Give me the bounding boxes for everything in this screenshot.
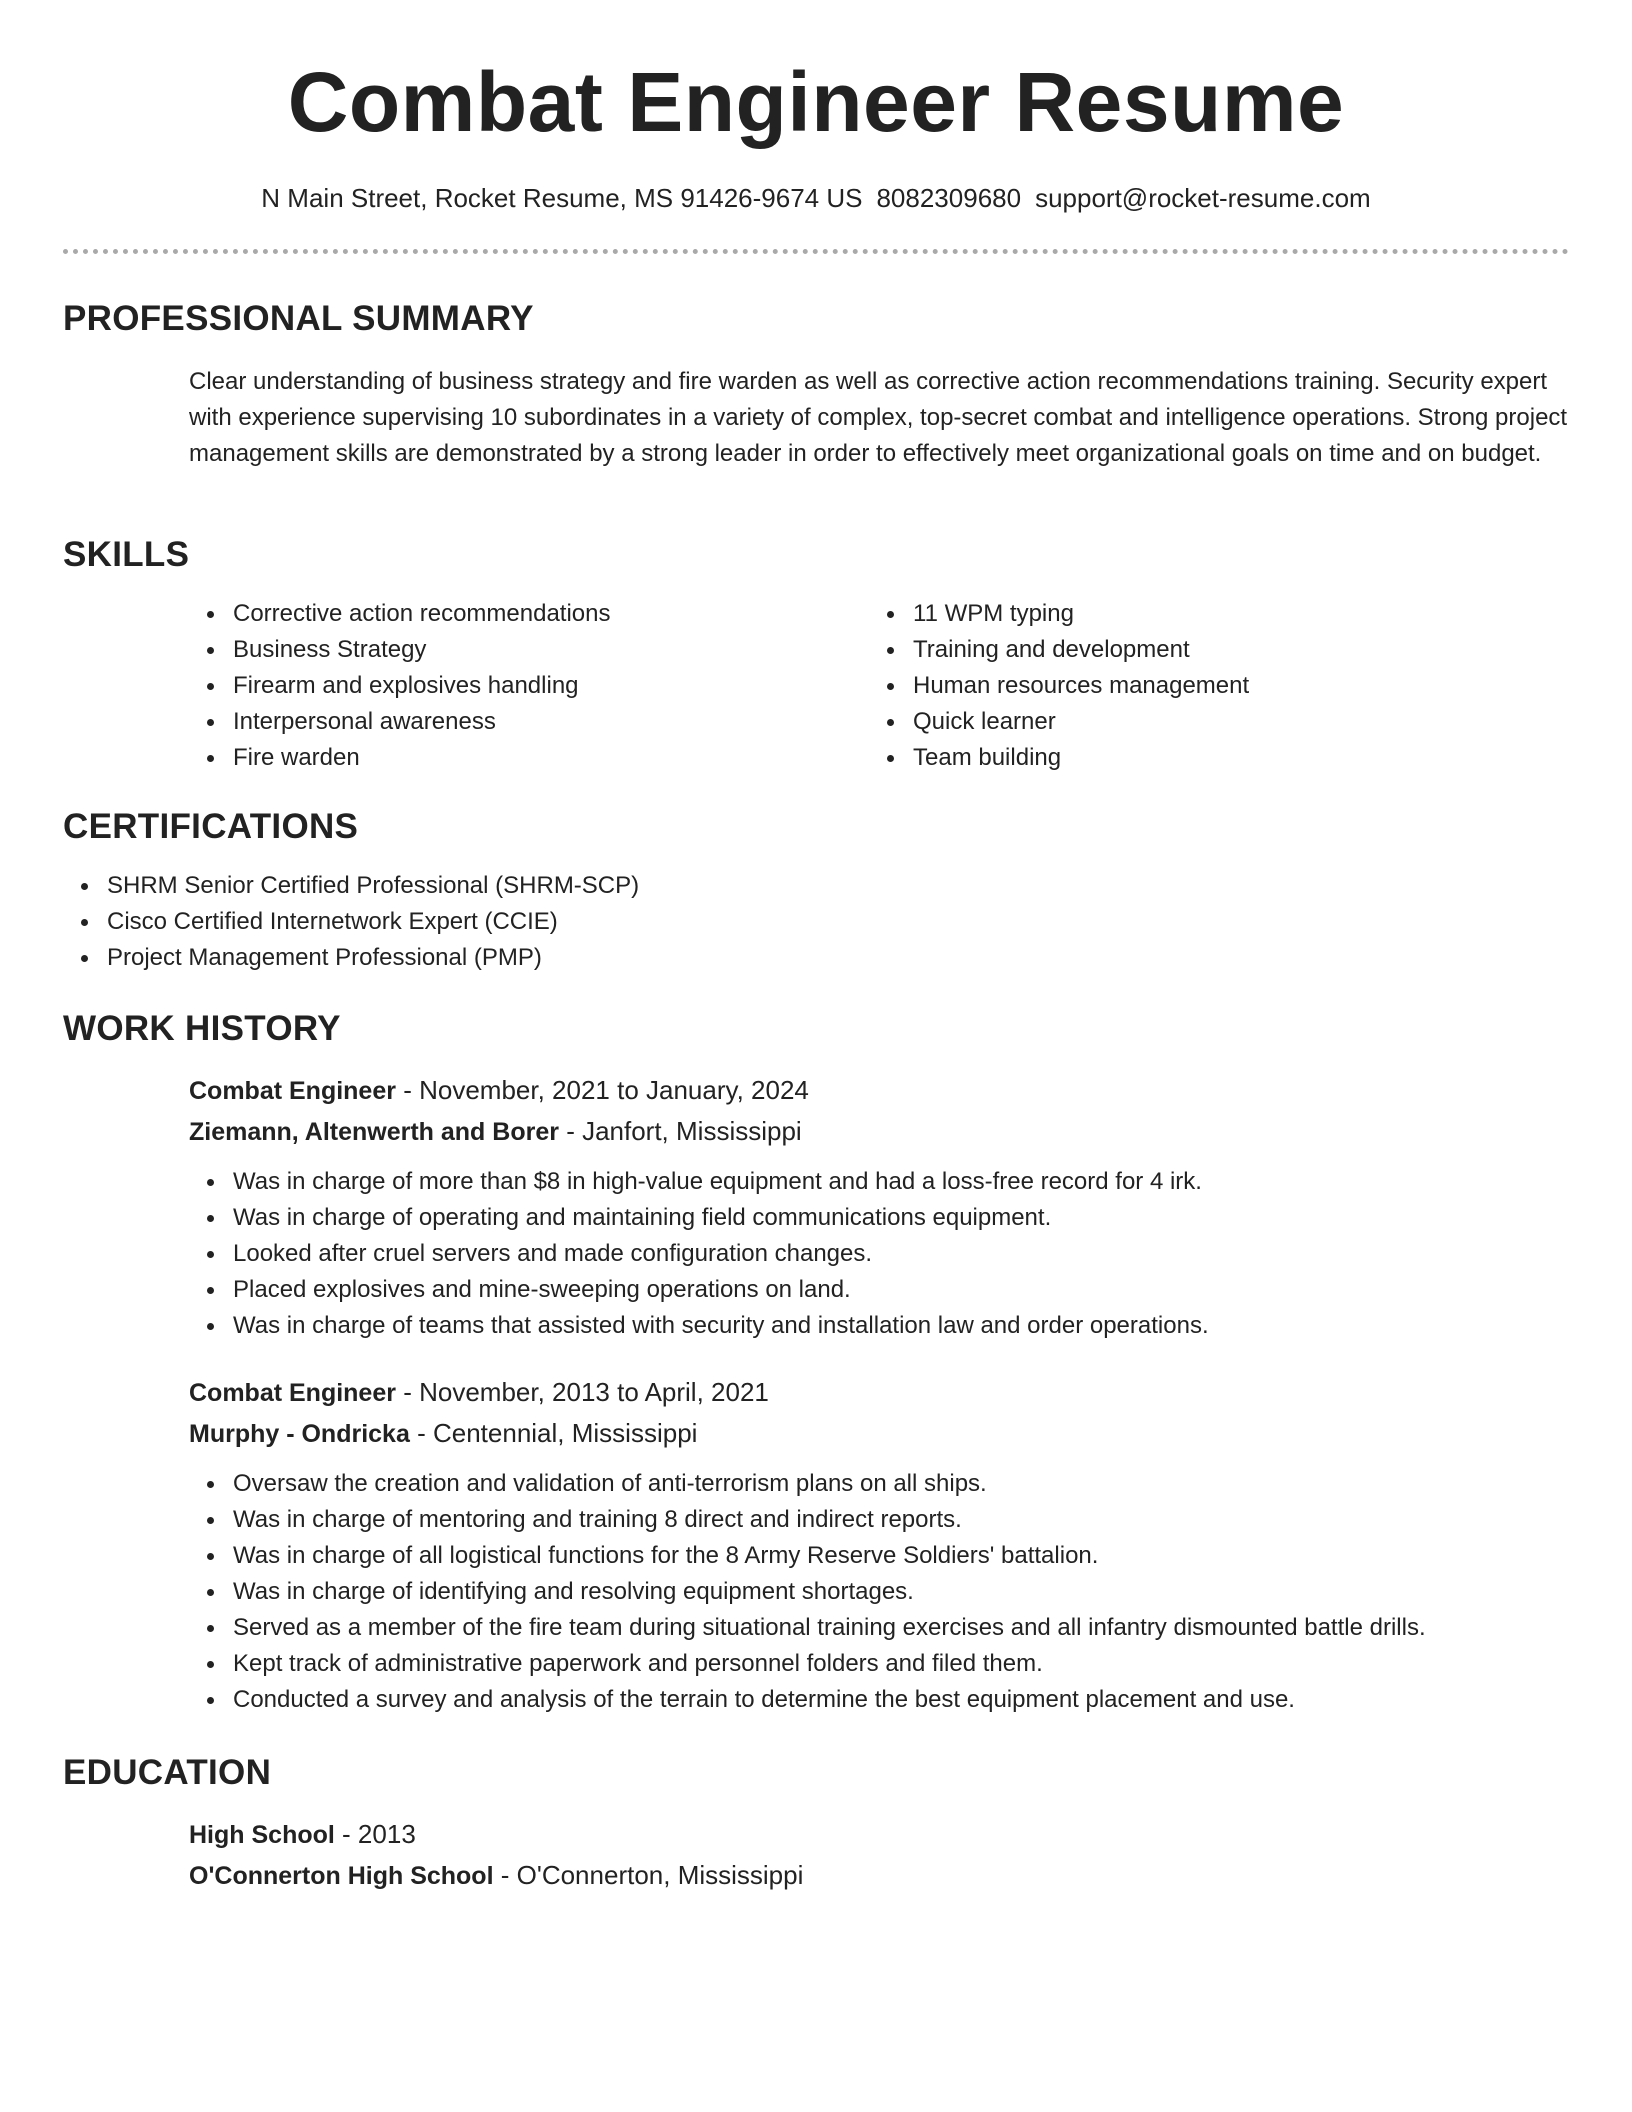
job-bullet: Was in charge of identifying and resolving equipment shortages. xyxy=(189,1574,1569,1610)
section-certifications xyxy=(63,804,1569,976)
job-company-line xyxy=(189,1413,1569,1454)
job-dates: - November, 2013 to April, 2021 xyxy=(395,1377,769,1407)
job-company-line xyxy=(189,1111,1569,1152)
section-education xyxy=(63,1750,1569,1896)
job-bullet: Was in charge of more than $8 in high-value equipment and had a loss-free record for 4 irk. xyxy=(189,1164,1569,1200)
job-company: Murphy - Ondricka xyxy=(189,1420,410,1448)
job-bullet: Looked after cruel servers and made configuration changes. xyxy=(189,1236,1569,1272)
skill-item: Training and development xyxy=(869,632,1549,668)
skill-item: Human resources management xyxy=(869,668,1549,704)
skills-column-right xyxy=(869,596,1549,776)
header-divider xyxy=(63,249,1569,254)
skill-item: Interpersonal awareness xyxy=(189,704,869,740)
certifications-list xyxy=(63,868,1569,976)
skill-item: Firearm and explosives handling xyxy=(189,668,869,704)
certifications-heading: CERTIFICATIONS xyxy=(63,807,359,846)
skills-grid xyxy=(189,596,1569,776)
certification-item: Project Management Professional (PMP) xyxy=(63,940,1569,976)
job-title-line xyxy=(189,1372,1569,1413)
job-bullets xyxy=(189,1466,1569,1718)
education-school-line xyxy=(189,1855,1569,1896)
contact-line xyxy=(0,180,1632,216)
summary-text: Clear understanding of business strategy and fire warden as well as corrective action recommendations training. Security expert with experience supervising 10 subordinates in a variety of complex, top-secret combat and intelligence operations. Strong project management skills are demonstrated by a strong leader in order to effectively meet organizational goals on time and on budget. xyxy=(189,368,1568,467)
resume-title: Combat Engineer Resume xyxy=(287,55,1345,149)
skill-item: 11 WPM typing xyxy=(869,596,1549,632)
job-bullet: Served as a member of the fire team during situational training exercises and all infantry dismounted battle drills. xyxy=(189,1610,1569,1646)
job-bullet: Was in charge of teams that assisted with security and installation law and order operations. xyxy=(189,1308,1569,1344)
job-bullet: Conducted a survey and analysis of the terrain to determine the best equipment placement and use. xyxy=(189,1682,1569,1718)
summary-heading: PROFESSIONAL SUMMARY xyxy=(63,299,534,338)
skill-item: Corrective action recommendations xyxy=(189,596,869,632)
education-location: - O'Connerton, Mississippi xyxy=(493,1860,804,1890)
work-heading: WORK HISTORY xyxy=(63,1009,341,1048)
education-year: - 2013 xyxy=(334,1819,416,1849)
skills-column-left xyxy=(189,596,869,776)
job-location: - Centennial, Mississippi xyxy=(409,1418,698,1448)
contact-email: support@rocket-resume.com xyxy=(1035,183,1371,213)
job-bullet: Placed explosives and mine-sweeping operations on land. xyxy=(189,1272,1569,1308)
section-skills xyxy=(63,532,1569,776)
skill-item: Business Strategy xyxy=(189,632,869,668)
job-bullet: Oversaw the creation and validation of anti-terrorism plans on all ships. xyxy=(189,1466,1569,1502)
contact-address: N Main Street, Rocket Resume, MS 91426-9674 US xyxy=(261,183,863,213)
skills-heading: SKILLS xyxy=(63,535,190,574)
job-title-line xyxy=(189,1070,1569,1111)
job-bullet: Was in charge of all logistical functions for the 8 Army Reserve Soldiers' battalion. xyxy=(189,1538,1569,1574)
job-bullets xyxy=(189,1164,1569,1344)
job-bullet: Was in charge of mentoring and training 8 direct and indirect reports. xyxy=(189,1502,1569,1538)
education-degree: High School xyxy=(189,1821,335,1849)
job-title: Combat Engineer xyxy=(189,1379,396,1407)
job-title: Combat Engineer xyxy=(189,1077,396,1105)
job-entry xyxy=(189,1070,1569,1344)
education-heading: EDUCATION xyxy=(63,1753,272,1792)
education-entry xyxy=(189,1814,1569,1896)
job-location: - Janfort, Mississippi xyxy=(558,1116,802,1146)
job-bullet: Kept track of administrative paperwork and personnel folders and filed them. xyxy=(189,1646,1569,1682)
job-company: Ziemann, Altenwerth and Borer xyxy=(189,1118,559,1146)
skill-item: Quick learner xyxy=(869,704,1549,740)
education-school: O'Connerton High School xyxy=(189,1862,494,1890)
job-entry xyxy=(189,1372,1569,1718)
section-summary xyxy=(63,296,1569,472)
section-work-history xyxy=(63,1006,1569,1718)
skill-item: Fire warden xyxy=(189,740,869,776)
certification-item: Cisco Certified Internetwork Expert (CCIE) xyxy=(63,904,1569,940)
job-dates: - November, 2021 to January, 2024 xyxy=(395,1075,809,1105)
contact-phone: 8082309680 xyxy=(876,183,1022,213)
certification-item: SHRM Senior Certified Professional (SHRM-SCP) xyxy=(63,868,1569,904)
education-degree-line xyxy=(189,1814,1569,1855)
job-bullet: Was in charge of operating and maintaining field communications equipment. xyxy=(189,1200,1569,1236)
skill-item: Team building xyxy=(869,740,1549,776)
